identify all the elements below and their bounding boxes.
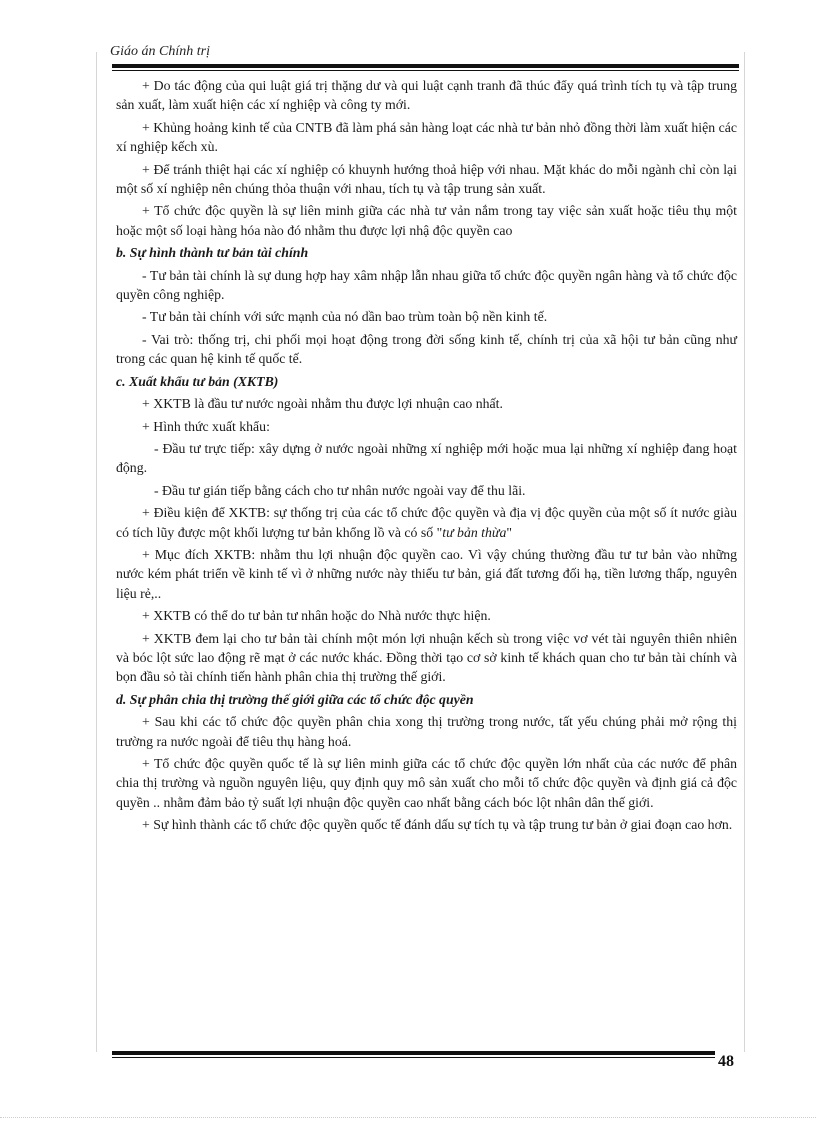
paragraph: - Đầu tư trực tiếp: xây dựng ở nước ngoài những xí nghiệp mới hoặc mua lại những xí nghiệp đang hoạt động. (116, 440, 737, 476)
paragraph: - Đầu tư gián tiếp bằng cách cho tư nhân nước ngoài vay để thu lãi. (154, 482, 526, 498)
page-number: 48 (718, 1053, 734, 1070)
paragraph: + XKTB đem lại cho tư bản tài chính một món lợi nhuận kếch sù trong việc vơ vét tài nguyên thiên nhiên và bóc lột sức lao động rẽ mạt ở các nước khác. Đồng thời tạo cơ sở kinh tế khách quan cho tư bản tài chính và bọn đầu sỏ tài chính tiến hành phân chia thị trường thế giới. (116, 630, 737, 685)
paragraph: - Tư bản tài chính với sức mạnh của nó dần bao trùm toàn bộ nền kinh tế. (142, 309, 548, 325)
page-frame-left (96, 52, 97, 1052)
paragraph: + XKTB là đầu tư nước ngoài nhằm thu được lợi nhuận cao nhất. (142, 396, 503, 412)
paragraph: + Sự hình thành các tổ chức độc quyền quốc tế đánh dấu sự tích tụ và tập trung tư bản ở giai đoạn cao hơn. (142, 817, 733, 833)
section-heading-b: b. Sự hình thành tư bản tài chính (116, 245, 309, 261)
paragraph-text-end: " (506, 524, 512, 540)
paragraph: + Mục đích XKTB: nhằm thu lợi nhuận độc quyền cao. Vì vậy chúng thường đầu tư tư bản vào những nước kém phát triển về kinh tế vì ở những nước này thiếu tư bản, giá đất tương đối hạ, tiền lương thấp, nguyên liệu rẻ,.. (116, 546, 737, 601)
paragraph: + Tổ chức độc quyền là sự liên minh giữa các nhà tư vản nắm trong tay việc sản xuất hoặc tiêu thụ một hoặc một số loại hàng hóa nào đó nhằm thu được lợi nhậ độc quyền cao (116, 203, 737, 238)
section-heading-c: c. Xuất khẩu tư bản (XKTB) (116, 373, 279, 389)
paragraph: + XKTB có thể do tư bản tư nhân hoặc do Nhà nước thực hiện. (142, 608, 491, 624)
paragraph: + Để tránh thiệt hại các xí nghiệp có khuynh hướng thoả hiệp với nhau. Mặt khác do mỗi ngành chỉ còn lại một số xí nghiệp nên chúng thỏa thuận với nhau, tích tụ và tập trung sản xuất. (116, 161, 737, 197)
paragraph: - Vai trò: thống trị, chi phối mọi hoạt động trong đời sống kinh tế, chính trị của xã hội tư bản cũng như trong các quan hệ kinh tế quốc tế. (116, 331, 737, 367)
paragraph: + Hình thức xuất khẩu: (142, 418, 270, 434)
paragraph: + Sau khi các tổ chức độc quyền phân chia xong thị trường trong nước, tất yếu chúng phải mở rộng thị trường ra nước ngoài để tiêu thụ hàng hoá. (116, 714, 737, 749)
paragraph: + Do tác động của qui luật giá trị thặng dư và qui luật cạnh tranh đã thúc đẩy quá trình tích tụ và tập trung sản xuất, làm xuất hiện các xí nghiệp và công ty mới. (116, 78, 737, 113)
page-frame-right (744, 52, 745, 1052)
page-frame-bottom (0, 1117, 816, 1118)
italic-term: tư bản thừa (442, 524, 507, 540)
paragraph: + Tổ chức độc quyền quốc tế là sự liên minh giữa các tổ chức độc quyền lớn nhất của các nước để phân chia thị trường và nguồn nguyên liệu, quy định quy mô sản xuất cho mỗi tổ chức độc quyền và định giá cả độc quyền .. nhằm đảm bảo tỷ suất lợi nhuận độc quyền cao nhất bằng cách bóc lột nhân dân thế giới. (116, 756, 737, 810)
paragraph: + Khủng hoảng kinh tế của CNTB đã làm phá sản hàng loạt các nhà tư bản nhỏ đồng thời làm xuất hiện các xí nghiệp kếch xù. (116, 119, 737, 155)
section-heading-d: d. Sự phân chia thị trường thế giới giữa các tổ chức độc quyền (116, 691, 474, 707)
header-title: Giáo án Chính trị (110, 44, 210, 59)
document-body (116, 76, 737, 838)
header-rule (112, 64, 739, 71)
paragraph (116, 503, 737, 542)
footer-rule (112, 1051, 715, 1058)
paragraph-text: + Điều kiện để XKTB: sự thống trị của các tổ chức độc quyền và địa vị độc quyền của một số ít nước giàu có tích lũy được một khối lượng tư bản khổng lồ và có số " (116, 505, 737, 540)
paragraph: - Tư bản tài chính là sự dung hợp hay xâm nhập lẫn nhau giữa tổ chức độc quyền ngân hàng và tổ chức độc quyền công nghiệp. (116, 267, 737, 303)
